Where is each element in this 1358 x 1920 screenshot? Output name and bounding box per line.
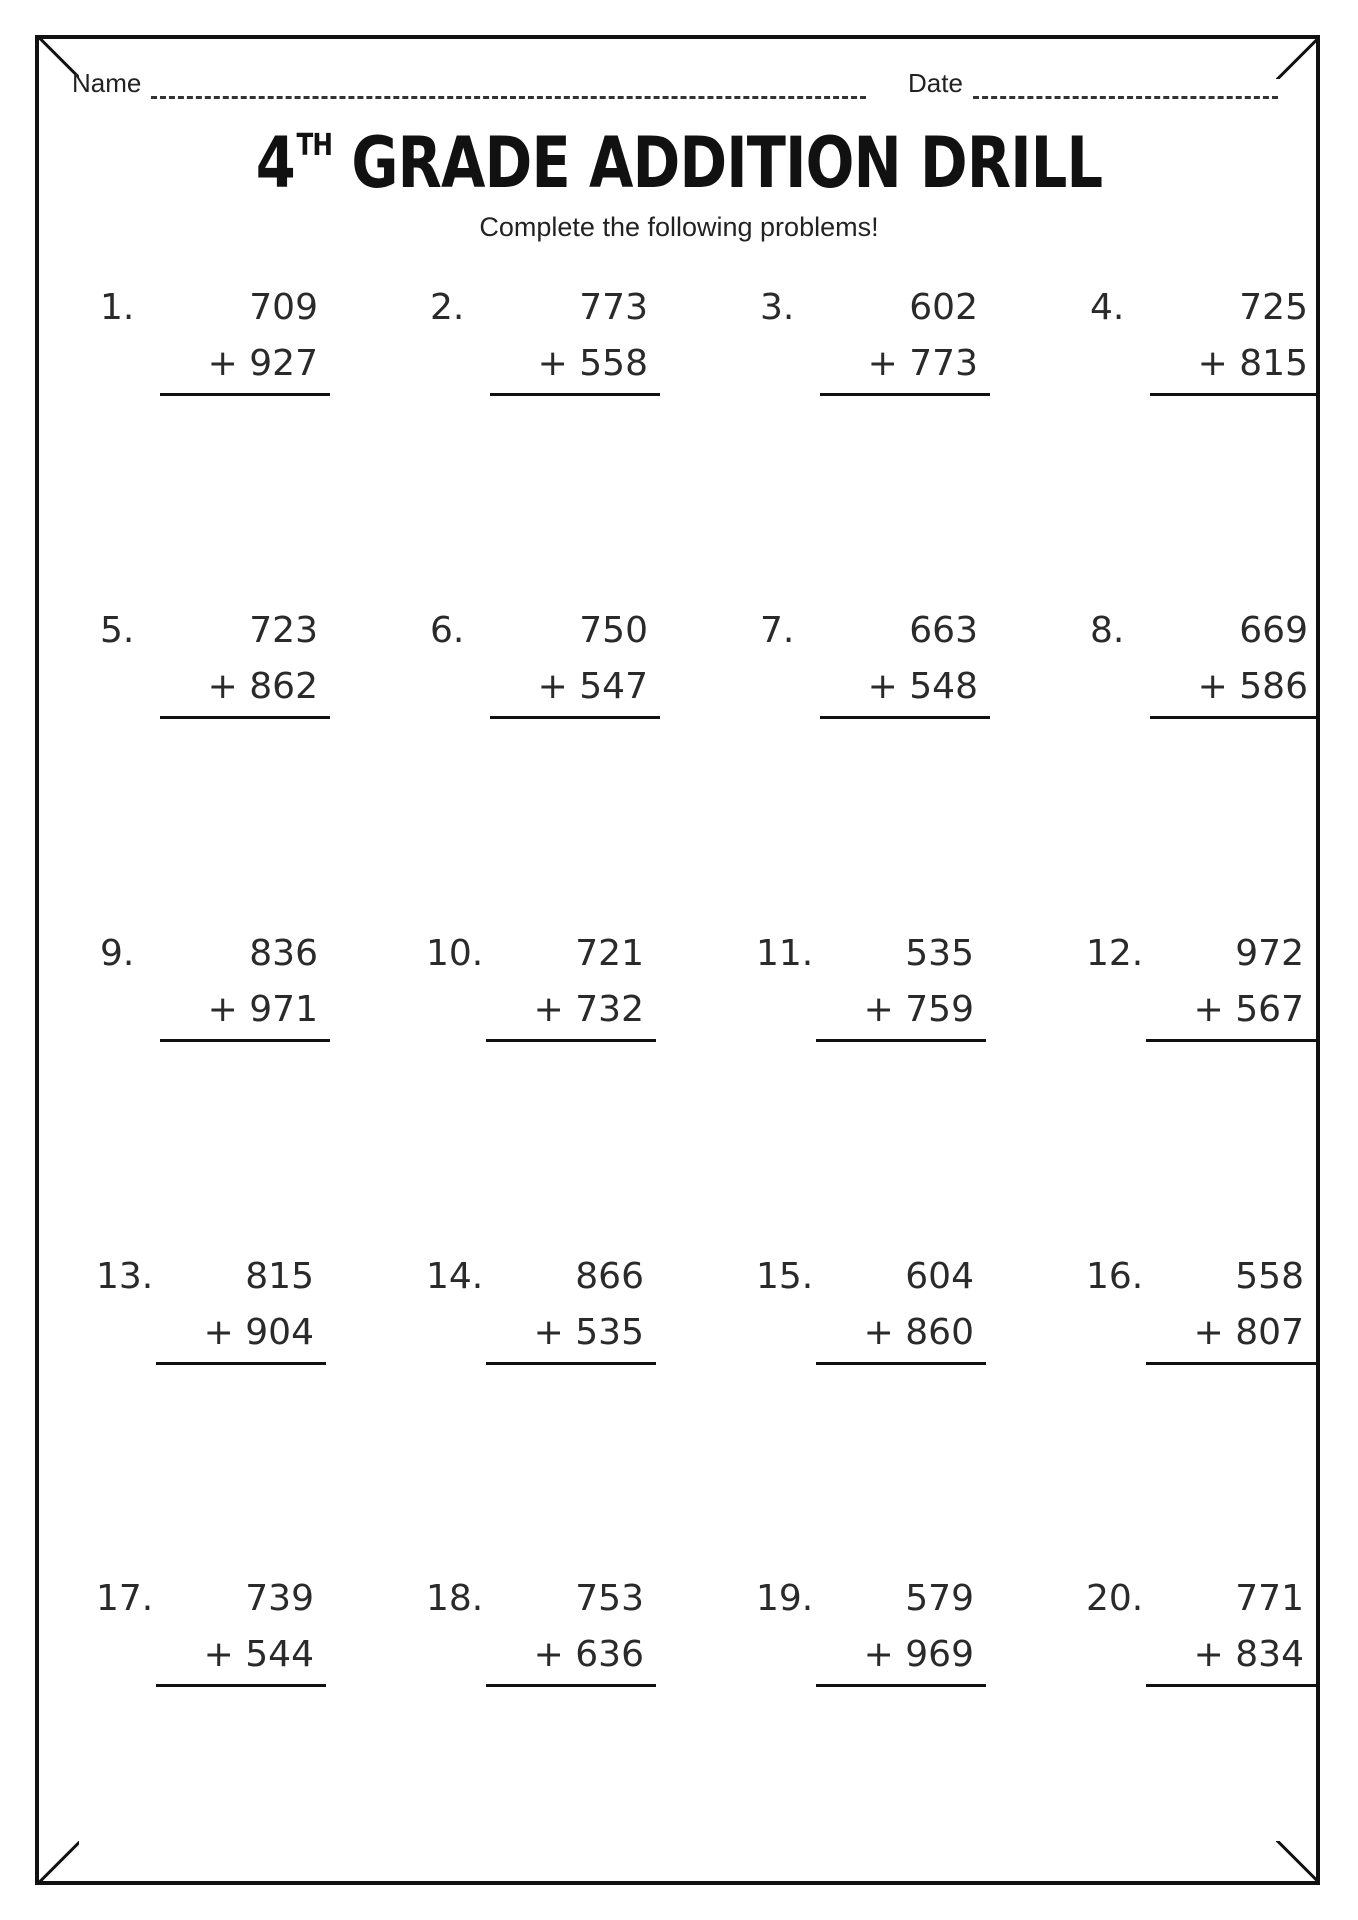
title-grade-number: 4	[255, 122, 295, 204]
problem-number: 18.	[426, 1578, 484, 1619]
problem-addend-bottom: + 732	[533, 989, 644, 1030]
problem-13	[96, 1256, 336, 1376]
answer-line[interactable]	[816, 1039, 986, 1042]
problem-10	[426, 933, 666, 1053]
problem-addend-top: 753	[575, 1578, 644, 1619]
problem-number: 15.	[756, 1256, 814, 1297]
problem-number: 2.	[430, 287, 465, 328]
problem-number: 1.	[100, 287, 135, 328]
problem-addend-bottom: + 860	[863, 1312, 974, 1353]
problem-12	[1086, 933, 1326, 1053]
page-subtitle: Complete the following problems!	[479, 212, 879, 242]
problem-addend-top: 709	[249, 287, 318, 328]
answer-line[interactable]	[160, 393, 330, 396]
answer-line[interactable]	[820, 393, 990, 396]
problem-addend-top: 771	[1235, 1578, 1304, 1619]
problem-number: 12.	[1086, 933, 1144, 974]
problem-addend-bottom: + 558	[537, 343, 648, 384]
problem-number: 10.	[426, 933, 484, 974]
problem-20	[1086, 1578, 1326, 1698]
answer-line[interactable]	[156, 1362, 326, 1365]
problem-number: 11.	[756, 933, 814, 974]
problem-number: 16.	[1086, 1256, 1144, 1297]
answer-line[interactable]	[486, 1362, 656, 1365]
problem-number: 3.	[760, 287, 795, 328]
problem-8	[1090, 610, 1330, 730]
problem-number: 14.	[426, 1256, 484, 1297]
problem-19	[756, 1578, 996, 1698]
problem-addend-top: 721	[575, 933, 644, 974]
problem-addend-bottom: + 815	[1197, 343, 1308, 384]
problem-addend-top: 602	[909, 287, 978, 328]
problem-addend-bottom: + 548	[867, 666, 978, 707]
problem-addend-bottom: + 586	[1197, 666, 1308, 707]
problem-6	[430, 610, 670, 730]
problem-addend-top: 972	[1235, 933, 1304, 974]
problem-7	[760, 610, 1000, 730]
problem-addend-bottom: + 904	[203, 1312, 314, 1353]
problem-addend-top: 815	[245, 1256, 314, 1297]
title-text: GRADE ADDITION DRILL	[351, 122, 1103, 204]
problem-18	[426, 1578, 666, 1698]
problem-16	[1086, 1256, 1326, 1376]
problem-addend-top: 725	[1239, 287, 1308, 328]
problem-14	[426, 1256, 666, 1376]
problem-number: 6.	[430, 610, 465, 651]
problem-addend-bottom: + 544	[203, 1634, 314, 1675]
problem-number: 8.	[1090, 610, 1125, 651]
problem-addend-bottom: + 567	[1193, 989, 1304, 1030]
answer-line[interactable]	[486, 1684, 656, 1687]
problem-addend-bottom: + 636	[533, 1634, 644, 1675]
problem-addend-bottom: + 971	[207, 989, 318, 1030]
problem-addend-top: 669	[1239, 610, 1308, 651]
answer-line[interactable]	[816, 1362, 986, 1365]
problem-addend-bottom: + 535	[533, 1312, 644, 1353]
answer-line[interactable]	[156, 1684, 326, 1687]
problem-number: 19.	[756, 1578, 814, 1619]
answer-line[interactable]	[820, 716, 990, 719]
problem-3	[760, 287, 1000, 407]
answer-line[interactable]	[1150, 716, 1320, 719]
problem-addend-bottom: + 834	[1193, 1634, 1304, 1675]
problem-addend-bottom: + 927	[207, 343, 318, 384]
problem-addend-bottom: + 759	[863, 989, 974, 1030]
answer-line[interactable]	[490, 716, 660, 719]
problem-number: 4.	[1090, 287, 1125, 328]
problem-number: 20.	[1086, 1578, 1144, 1619]
problem-addend-top: 579	[905, 1578, 974, 1619]
problem-number: 5.	[100, 610, 135, 651]
problem-number: 13.	[96, 1256, 154, 1297]
problem-addend-bottom: + 773	[867, 343, 978, 384]
problem-addend-top: 535	[905, 933, 974, 974]
answer-line[interactable]	[486, 1039, 656, 1042]
answer-line[interactable]	[1146, 1362, 1316, 1365]
answer-line[interactable]	[160, 716, 330, 719]
problem-9	[100, 933, 340, 1053]
problem-addend-top: 663	[909, 610, 978, 651]
problem-number: 9.	[100, 933, 135, 974]
problem-addend-top: 723	[249, 610, 318, 651]
problem-addend-top: 866	[575, 1256, 644, 1297]
problem-4	[1090, 287, 1330, 407]
problem-5	[100, 610, 340, 730]
answer-line[interactable]	[816, 1684, 986, 1687]
name-label: Name	[72, 68, 142, 98]
problem-addend-bottom: + 862	[207, 666, 318, 707]
problem-number: 7.	[760, 610, 795, 651]
problem-number: 17.	[96, 1578, 154, 1619]
answer-line[interactable]	[1146, 1039, 1316, 1042]
problem-addend-top: 604	[905, 1256, 974, 1297]
problem-addend-top: 739	[245, 1578, 314, 1619]
problem-addend-top: 750	[579, 610, 648, 651]
problem-addend-bottom: + 807	[1193, 1312, 1304, 1353]
problem-15	[756, 1256, 996, 1376]
problem-addend-top: 836	[249, 933, 318, 974]
answer-line[interactable]	[1150, 393, 1320, 396]
answer-line[interactable]	[490, 393, 660, 396]
problem-17	[96, 1578, 336, 1698]
answer-line[interactable]	[160, 1039, 330, 1042]
problem-1	[100, 287, 340, 407]
problem-2	[430, 287, 670, 407]
problem-addend-bottom: + 547	[537, 666, 648, 707]
problem-addend-bottom: + 969	[863, 1634, 974, 1675]
answer-line[interactable]	[1146, 1684, 1316, 1687]
problem-addend-top: 558	[1235, 1256, 1304, 1297]
problem-11	[756, 933, 996, 1053]
title-superscript: TH	[296, 127, 333, 163]
date-label: Date	[908, 68, 963, 98]
problem-addend-top: 773	[579, 287, 648, 328]
